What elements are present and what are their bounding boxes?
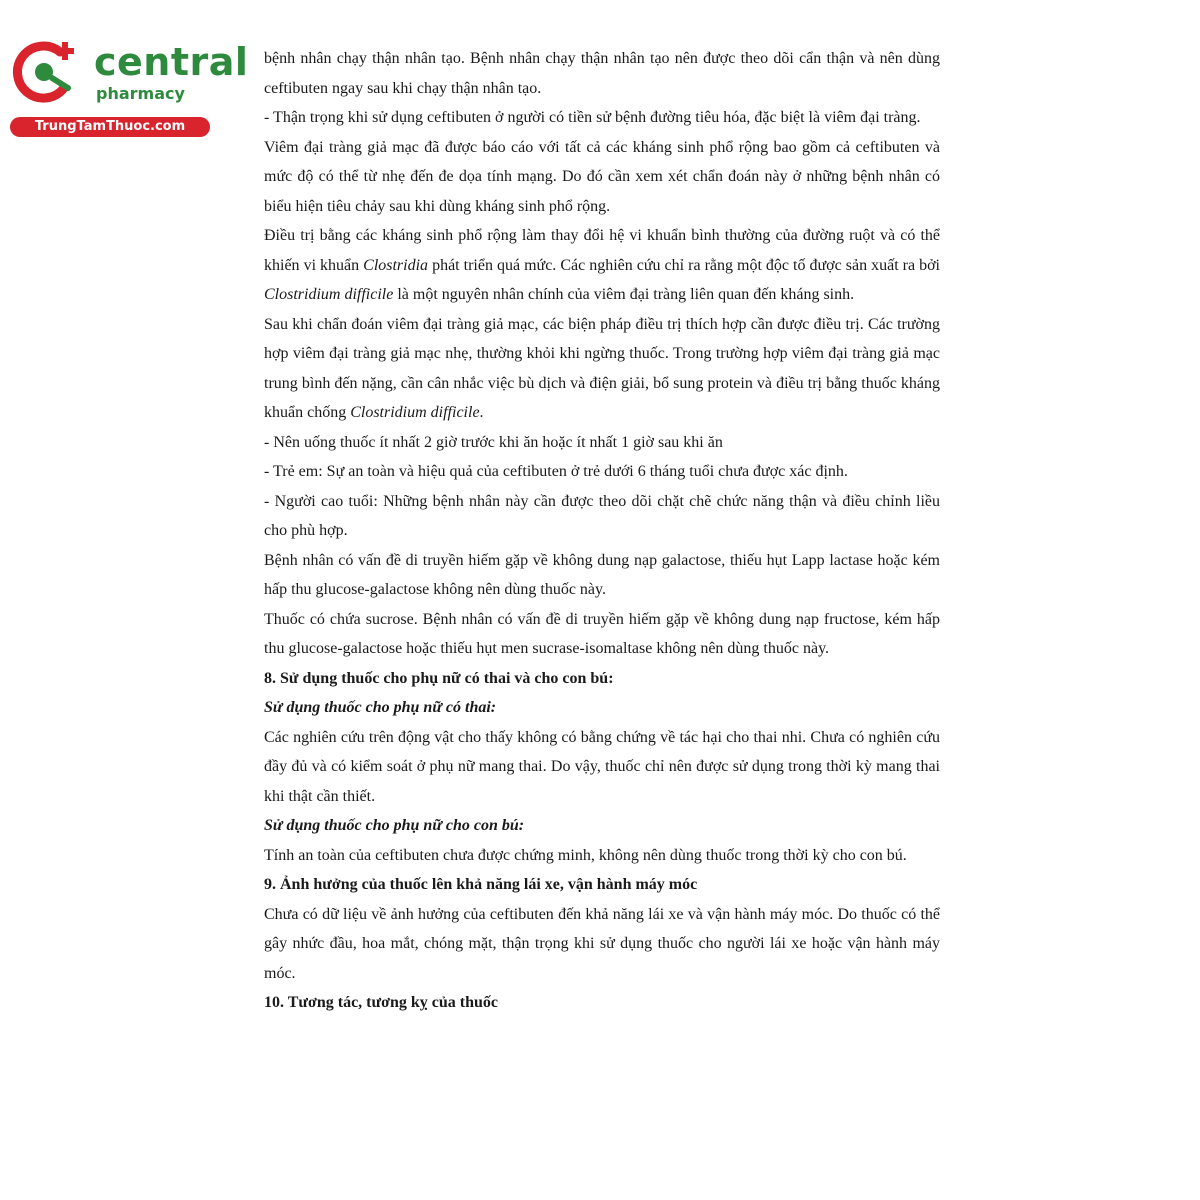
section-heading: 10. Tương tác, tương kỵ của thuốc (264, 994, 498, 1011)
paragraph: Thuốc có chứa sucrose. Bệnh nhân có vấn đề di truyền hiếm gặp về không dung nạp fructose, kém hấp thu glucose-galactose hoặc thiếu hụt men sucrase-isomaltase không nên dùng thuốc này. (264, 610, 940, 657)
pharmacy-logo-icon (10, 38, 82, 104)
document-body (264, 44, 940, 1018)
paragraph: Tính an toàn của ceftibuten chưa được chứng minh, không nên dùng thuốc trong thời kỳ cho con bú. (264, 846, 907, 864)
subsection-heading: Sử dụng thuốc cho phụ nữ cho con bú: (264, 817, 525, 834)
paragraph (264, 221, 940, 310)
paragraph: bệnh nhân chạy thận nhân tạo. Bệnh nhân chạy thận nhân tạo nên được theo dõi cẩn thận và nên dùng ceftibuten ngay sau khi chạy thận nhân tạo. (264, 50, 940, 97)
text: phát triển quá mức. Các nghiên cứu chỉ ra rằng một độc tố được sản xuất ra bởi (428, 256, 940, 274)
paragraph: - Thận trọng khi sử dụng ceftibuten ở người có tiền sử bệnh đường tiêu hóa, đặc biệt là viêm đại tràng. (264, 109, 921, 126)
paragraph: Chưa có dữ liệu về ảnh hưởng của ceftibuten đến khả năng lái xe và vận hành máy móc. Do thuốc có thể gây nhức đầu, hoa mắt, chóng mặt, thận trọng khi sử dụng thuốc cho người lái xe hoặc vận hành máy móc. (264, 905, 940, 982)
text: Sau khi chẩn đoán viêm đại tràng giả mạc, các biện pháp điều trị thích hợp cần được điều trị. Các trường hợp viêm đại tràng giả mạc nhẹ, thường khỏi khi ngừng thuốc. Trong trường hợp viêm đại tràng giả mạc trung bình đến nặng, cần cân nhắc việc bù dịch và điện giải, bổ sung protein và điều trị bằng thuốc kháng khuẩn chống (264, 315, 940, 421)
paragraph (264, 310, 940, 428)
italic-term: Clostridia (363, 256, 429, 274)
text: là một nguyên nhân chính của viêm đại tràng liên quan đến kháng sinh. (393, 286, 855, 303)
section-heading: 8. Sử dụng thuốc cho phụ nữ có thai và cho con bú: (264, 669, 614, 687)
paragraph: - Người cao tuổi: Những bệnh nhân này cần được theo dõi chặt chẽ chức năng thận và điều chỉnh liều cho phù hợp. (264, 492, 940, 539)
italic-term: Clostridium difficile (350, 404, 480, 421)
paragraph: Bệnh nhân có vấn đề di truyền hiếm gặp về không dung nạp galactose, thiếu hụt Lapp lactase hoặc kém hấp thu glucose-galactose không nên dùng thuốc này. (264, 551, 940, 598)
paragraph: Viêm đại tràng giả mạc đã được báo cáo với tất cả các kháng sinh phổ rộng bao gồm cả ceftibuten và mức độ có thể từ nhẹ đến đe dọa tính mạng. Do đó cần xem xét chẩn đoán này ở những bệnh nhân có biểu hiện tiêu chảy sau khi dùng kháng sinh phổ rộng. (264, 138, 940, 215)
paragraph: Các nghiên cứu trên động vật cho thấy không có bằng chứng về tác hại cho thai nhi. Chưa có nghiên cứu đầy đủ và có kiểm soát ở phụ nữ mang thai. Do vậy, thuốc chỉ nên được sử dụng trong thời kỳ mang thai khi thật cần thiết. (264, 728, 940, 805)
paragraph: - Trẻ em: Sự an toàn và hiệu quả của ceftibuten ở trẻ dưới 6 tháng tuổi chưa được xác định. (264, 463, 848, 480)
italic-term: Clostridium difficile (264, 286, 394, 303)
brand-logo (10, 38, 249, 138)
subsection-heading: Sử dụng thuốc cho phụ nữ có thai: (264, 699, 497, 716)
paragraph: - Nên uống thuốc ít nhất 2 giờ trước khi ăn hoặc ít nhất 1 giờ sau khi ăn (264, 433, 723, 451)
text: . (479, 404, 484, 421)
text: Điều trị bằng các kháng sinh phổ rộng làm thay đổi hệ vi khuẩn bình thường của đường ruột và có thể khiến vi khuẩn (264, 227, 940, 274)
section-heading: 9. Ảnh hưởng của thuốc lên khả năng lái xe, vận hành máy móc (264, 876, 698, 893)
brand-name: central (94, 40, 249, 84)
brand-banner: TrungTamThuoc.com (10, 117, 210, 137)
brand-subtitle: pharmacy (96, 84, 185, 103)
